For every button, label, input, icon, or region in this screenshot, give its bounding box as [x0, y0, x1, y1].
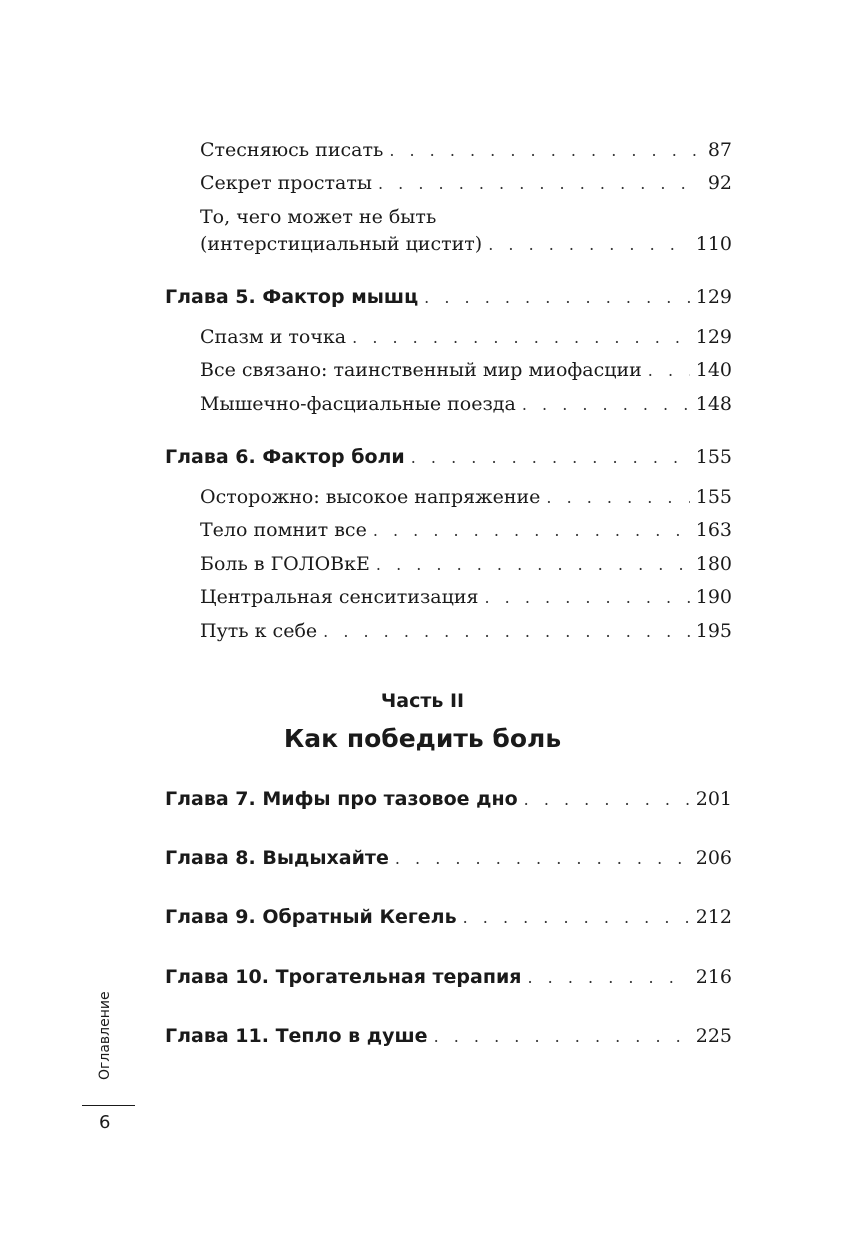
entry-page-number: 212: [695, 906, 732, 928]
dot-leader: [395, 849, 690, 868]
dot-leader: [378, 174, 702, 193]
toc-chapter-entry[interactable]: [165, 446, 732, 476]
dot-leader: [389, 141, 702, 160]
entry-page-number: 190: [695, 586, 732, 608]
entry-title: Стесняюсь писать: [200, 139, 384, 161]
entry-page-number: 155: [695, 486, 732, 508]
dot-leader: [424, 288, 690, 307]
entry-title: Путь к себе: [200, 620, 318, 642]
chapter-title: Глава 10. Трогательная терапия: [165, 966, 522, 988]
dot-leader: [323, 622, 690, 641]
dot-leader: [522, 395, 690, 414]
entry-title: Тело помнит все: [200, 519, 367, 541]
entry-page-number: 129: [695, 326, 732, 348]
entry-page-number: 155: [695, 446, 732, 468]
entry-page-number: 92: [707, 172, 732, 194]
dot-leader: [373, 521, 690, 540]
toc-chapter-entry[interactable]: [165, 788, 732, 818]
entry-page-number: 195: [695, 620, 732, 642]
chapter-title: Глава 5. Фактор мышц: [165, 286, 419, 308]
dot-leader: [434, 1027, 690, 1046]
page-number: 6: [99, 1112, 111, 1133]
toc-chapter-entry[interactable]: [165, 966, 732, 996]
entry-title: Секрет простаты: [200, 172, 372, 194]
dot-leader: [463, 908, 690, 927]
entry-page-number: 206: [695, 847, 732, 869]
entry-page-number: 216: [695, 966, 732, 988]
toc-entry[interactable]: [200, 359, 732, 389]
entry-page-number: 148: [695, 393, 732, 415]
entry-page-number: 180: [695, 553, 732, 575]
toc-entry[interactable]: [200, 553, 732, 583]
running-head: Оглавление: [97, 991, 113, 1080]
toc-chapter-entry[interactable]: [165, 906, 732, 936]
chapter-title: Глава 7. Мифы про тазовое дно: [165, 788, 518, 810]
dot-leader: [648, 361, 690, 380]
dot-leader: [546, 488, 689, 507]
toc-chapter-entry[interactable]: [165, 286, 732, 316]
chapter-title: Глава 9. Обратный Кегель: [165, 906, 457, 928]
part-title: Как победить боль: [283, 724, 562, 753]
entry-title: Мышечно-фасциальные поезда: [200, 393, 516, 415]
toc-entry[interactable]: [200, 620, 732, 650]
toc-entry[interactable]: [200, 172, 732, 202]
folio-divider: [82, 1105, 135, 1106]
part-label: Часть II: [380, 690, 465, 712]
chapter-title: Глава 6. Фактор боли: [165, 446, 405, 468]
entry-title-line1: То, чего может не быть: [200, 206, 437, 228]
toc-chapter-entry[interactable]: [165, 1025, 732, 1055]
toc-entry[interactable]: [200, 139, 732, 169]
dot-leader: [352, 328, 690, 347]
dot-leader: [488, 235, 690, 254]
entry-title: Все связано: таинственный мир миофасции: [200, 359, 642, 381]
entry-title: (интерстициальный цистит): [200, 233, 483, 255]
toc-entry[interactable]: [200, 393, 732, 423]
entry-page-number: 163: [695, 519, 732, 541]
dot-leader: [524, 790, 690, 809]
dot-leader: [528, 968, 690, 987]
toc-entry[interactable]: [200, 233, 732, 263]
toc-entry[interactable]: [200, 326, 732, 356]
entry-title: Спазм и точка: [200, 326, 347, 348]
dot-leader: [376, 555, 690, 574]
entry-title: Центральная сенситизация: [200, 586, 479, 608]
toc-entry[interactable]: [200, 519, 732, 549]
entry-page-number: 110: [695, 233, 732, 255]
entry-page-number: 225: [695, 1025, 732, 1047]
dot-leader: [485, 588, 690, 607]
entry-page-number: 129: [695, 286, 732, 308]
chapter-title: Глава 8. Выдыхайте: [165, 847, 389, 869]
dot-leader: [411, 448, 690, 467]
toc-entry[interactable]: [200, 486, 732, 516]
entry-page-number: 201: [695, 788, 732, 810]
toc-chapter-entry[interactable]: [165, 847, 732, 877]
entry-title: Боль в ГОЛОВкЕ: [200, 553, 370, 575]
entry-page-number: 140: [695, 359, 732, 381]
entry-page-number: 87: [707, 139, 732, 161]
entry-title: Осторожно: высокое напряжение: [200, 486, 541, 508]
chapter-title: Глава 11. Тепло в душе: [165, 1025, 428, 1047]
toc-entry[interactable]: [200, 586, 732, 616]
